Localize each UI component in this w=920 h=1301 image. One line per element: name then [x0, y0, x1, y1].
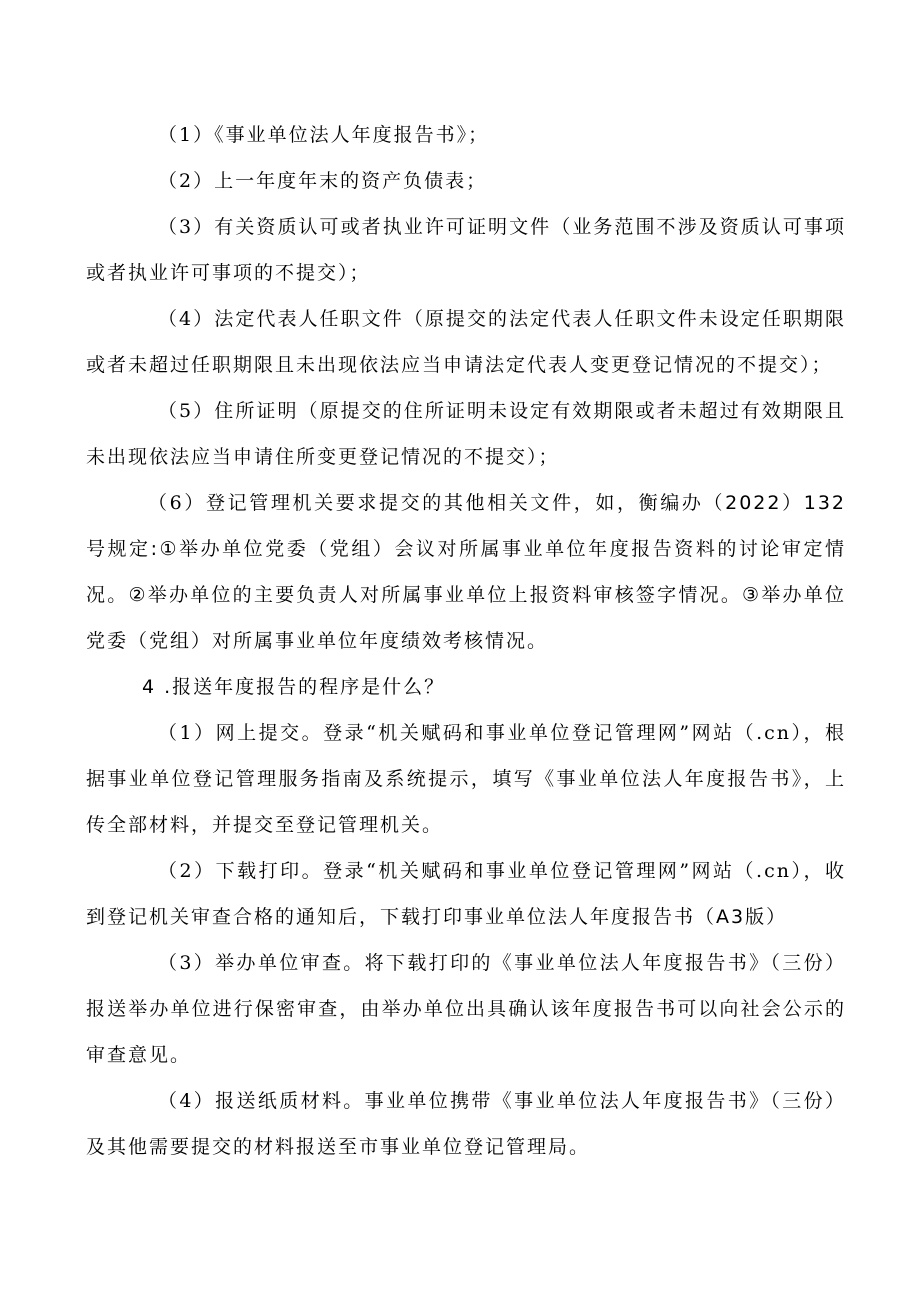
- item-5-note: （原提交的住所证明未设定有效期限或者未超过有效期限且未出现依法应当申请住所变更登记情况的不提交）；: [86, 400, 846, 468]
- step-2: [86, 848, 846, 940]
- step-3-text: （3）举办单位审查。将下载打印的《事业单位法人年度报告书》（三份）报送举办单位进行保密审查: [86, 952, 846, 1020]
- step-4-text: （4）报送纸质材料。事业单位携带《事业单位法人年度报告书》（三份）及其他需要提交的材料报送至市事业单位登记管理局。: [86, 1090, 846, 1158]
- item-3: [86, 204, 846, 296]
- item-3-note: 务范围不涉及资质认可事项或者执业许可事项的不提交）；: [86, 216, 846, 284]
- step-2-text: （2）下载打印。登录“机关赋码和事业单位登记管理网”网站（.cn），: [158, 860, 825, 882]
- item-4: [86, 296, 846, 388]
- item-5: [86, 388, 846, 480]
- step-4: [86, 1078, 846, 1170]
- item-2-text: （2）上一年度年末的资产负债表；: [158, 170, 488, 192]
- item-4-text: （4）法定代表人任职文件: [158, 308, 404, 330]
- item-6-note: ，如，衡编办（2022）132号规定:①举办单位党委（党组）会议对所属事业单位年度报告资料的讨论审定情况。②举办单位的主要负责人对所属事业单位上报资料审核签字情况。③举办单位党委（党组）对所属事业单位年度绩效考核情况。: [86, 492, 846, 652]
- item-6-text: （6）登记管理机关要求提交的其他相关文件: [148, 492, 574, 514]
- item-1: [86, 112, 846, 158]
- step-2-end: 收到登记机关审查合格的通知后，下载打印事业单位法人年度报告书（A3版）: [86, 860, 846, 928]
- item-4-note: （原提交的法定代表人任职文件未设定任职期限或者未超过任职期限且未出现依法应当申请法定代表人变更登记情况的不提交）；: [86, 308, 846, 376]
- step-1-end: ，并提交至登记管理机关。: [191, 814, 444, 836]
- section-4-heading: 4 .报送年度报告的程序是什么？: [142, 676, 446, 698]
- step-1: [86, 710, 846, 848]
- step-3-end: ，由举办单位出具确认该年度报告书可以向社会公示的审查意见。: [86, 998, 846, 1066]
- item-1-text: （1）《事业单位法人年度报告书》；: [158, 124, 490, 146]
- item-2: [86, 158, 846, 204]
- step-1-text: （1）网上提交。登录“机关赋码和事业单位登记管理网”网站（.cn），根据事业单位登记管理服务指南及系统提示，填写《事业单位法人年度报告书》，上传全部材料: [86, 722, 846, 836]
- item-6: [86, 480, 846, 664]
- item-5-text: （5）住所证明: [158, 400, 299, 422]
- item-3-text: （3）有关资质认可或者执业许可证明文件（业: [158, 216, 594, 238]
- document-page: [86, 112, 846, 1170]
- step-3: [86, 940, 846, 1078]
